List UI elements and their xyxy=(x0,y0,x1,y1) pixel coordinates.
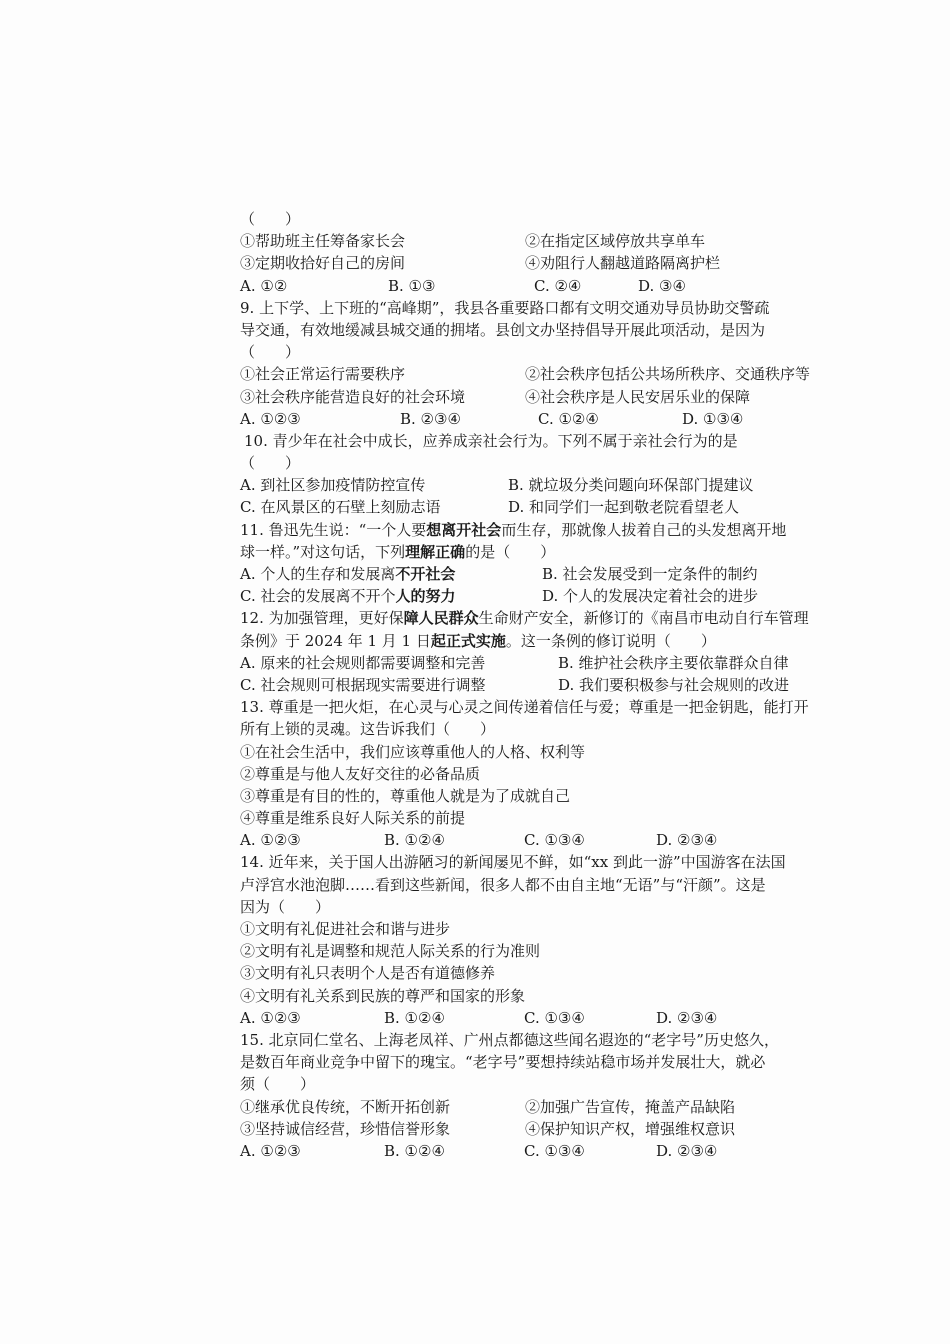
q11-answer-a-text: A. 个人的生存和发展离 xyxy=(240,565,396,583)
q9-stem-line-1: 9. 上下学、上下班的“高峰期”，我县各重要路口都有文明交通劝导员协助交警疏 xyxy=(240,298,770,317)
q11-answer-a xyxy=(240,563,542,585)
q15-answer-b: B. ①②④ xyxy=(384,1141,445,1160)
q13-answer-a: A. ①②③ xyxy=(240,831,301,850)
q10-answers-row-1 xyxy=(240,474,890,496)
q15-stem-line-2: 是数百年商业竞争中留下的瑰宝。“老字号”要想持续站稳市场并发展壮大，就必 xyxy=(240,1053,766,1072)
q11-stem-part: 而生存，那就像人拔着自己的头发想离开地 xyxy=(501,520,787,539)
q15-option-3: ③坚持诚信经营，珍惜信誉形象 xyxy=(240,1119,451,1138)
q11-stem-bold: 想离开社会 xyxy=(426,520,502,539)
q14-option-2: ②文明有礼是调整和规范人际关系的行为准则 xyxy=(240,942,541,961)
q13-answer-c: C. ①③④ xyxy=(524,831,585,850)
q12-stem-part: 。这一条例的修订说明（ ） xyxy=(505,631,716,650)
q14-answer-b: B. ①②④ xyxy=(384,1008,445,1027)
q9-options-row-2 xyxy=(240,386,890,408)
q13-stem-line-1: 13. 尊重是一把火炬，在心灵与心灵之间传递着信任与爱；尊重是一把金钥匙，能打开 xyxy=(240,698,809,717)
q13-answer-d: D. ②③④ xyxy=(656,831,718,850)
q9-answer-d: D. ①③④ xyxy=(682,409,744,428)
q10-answers-row-2 xyxy=(240,496,890,518)
q8-answers xyxy=(240,275,890,297)
q12-answers-row-1 xyxy=(240,652,890,674)
q8-option-4: ④劝阻行人翻越道路隔离护栏 xyxy=(525,254,721,273)
q11-answer-d: D. 个人的发展决定着社会的进步 xyxy=(542,587,759,606)
q15-option-4: ④保护知识产权，增强维权意识 xyxy=(525,1119,736,1138)
q12-stem-part: 生命财产安全，新修订的《南昌市电动自行车管理 xyxy=(478,609,809,628)
q9-options-row-1 xyxy=(240,363,890,385)
q13-option-1: ①在社会生活中，我们应该尊重他人的人格、权利等 xyxy=(240,742,586,761)
q15-answers xyxy=(240,1140,890,1162)
q13-answer-b: B. ①②④ xyxy=(384,831,445,850)
q8-options-row-2 xyxy=(240,252,890,274)
q11-stem-line-1 xyxy=(240,519,890,541)
q11-stem-bold: 理解正确 xyxy=(405,542,466,561)
q15-option-2: ②加强广告宣传，掩盖产品缺陷 xyxy=(525,1097,736,1116)
q12-stem-bold: 起正式实施 xyxy=(430,631,506,650)
q10-answer-d: D. 和同学们一起到敬老院看望老人 xyxy=(508,498,740,517)
q14-stem-line-3: 因为（ ） xyxy=(240,897,331,916)
q15-answer-c: C. ①③④ xyxy=(524,1141,585,1160)
q14-option-1: ①文明有礼促进社会和谐与进步 xyxy=(240,920,451,938)
q15-stem-line-3: 须（ ） xyxy=(240,1075,316,1094)
q11-stem-part: 的是（ ） xyxy=(465,542,556,561)
q8-answer-a: A. ①② xyxy=(240,276,288,295)
q9-option-4: ④社会秩序是人民安居乐业的保障 xyxy=(525,387,751,406)
q9-bracket: （ ） xyxy=(240,343,301,362)
q14-option-3: ③文明有礼只表明个人是否有道德修养 xyxy=(240,964,496,983)
q14-stem-line-2: 卢浮宫水池泡脚……看到这些新闻，很多人都不由自主地“无语”与“汗颜”。这是 xyxy=(240,875,766,894)
q8-option-3: ③定期收拾好自己的房间 xyxy=(240,254,406,273)
q13-answers xyxy=(240,829,890,851)
q8-answer-d: D. ③④ xyxy=(638,276,686,295)
q15-answer-a: A. ①②③ xyxy=(240,1141,301,1160)
q8-bracket: （ ） xyxy=(240,210,301,228)
q12-answer-b: B. 维护社会秩序主要依靠群众自律 xyxy=(558,653,789,672)
q14-stem-line-1: 14. 近年来，关于国人出游陋习的新闻屡见不鲜，如“xx 到此一游”中国游客在法国 xyxy=(240,853,786,872)
q11-stem-line-2 xyxy=(240,541,890,563)
q14-answer-a: A. ①②③ xyxy=(240,1008,301,1027)
q12-stem-line-1 xyxy=(240,607,890,629)
q11-answer-c xyxy=(240,585,542,607)
q9-answer-a: A. ①②③ xyxy=(240,409,301,428)
q12-stem-bold: 障人民群众 xyxy=(403,609,479,628)
q15-answer-d: D. ②③④ xyxy=(656,1141,718,1160)
q14-answers xyxy=(240,1007,890,1029)
q10-stem-line-1: 10. 青少年在社会中成长，应养成亲社会行为。下列不属于亲社会行为的是 xyxy=(244,431,738,450)
q11-answers-row-1 xyxy=(240,563,890,585)
q10-bracket: （ ） xyxy=(240,454,301,473)
q15-stem-line-1: 15. 北京同仁堂名、上海老凤祥、广州点都德这些闻名遐迩的“老字号”历史悠久， xyxy=(240,1030,779,1049)
q9-option-2: ②社会秩序包括公共场所秩序、交通秩序等 xyxy=(525,365,811,384)
q14-answer-c: C. ①③④ xyxy=(524,1008,585,1027)
q13-stem-line-2: 所有上锁的灵魂。这告诉我们（ ） xyxy=(240,720,496,739)
q8-answer-c: C. ②④ xyxy=(534,276,582,295)
q8-option-2: ②在指定区域停放共享单车 xyxy=(525,232,706,251)
q8-option-1: ①帮助班主任筹备家长会 xyxy=(240,232,406,251)
q10-answer-a: A. 到社区参加疫情防控宣传 xyxy=(240,476,426,495)
q15-options-row-2 xyxy=(240,1118,890,1140)
q12-answer-c: C. 社会规则可根据现实需要进行调整 xyxy=(240,675,486,694)
q15-option-1: ①继承优良传统，不断开拓创新 xyxy=(240,1097,451,1116)
q11-stem-part: 球一样。”对这句话，下列 xyxy=(240,542,406,561)
q12-answer-a: A. 原来的社会规则都需要调整和完善 xyxy=(240,653,486,672)
q9-option-3: ③社会秩序能营造良好的社会环境 xyxy=(240,387,466,406)
q11-answer-a-bold: 不开社会 xyxy=(395,565,456,583)
q9-answer-c: C. ①②④ xyxy=(538,409,599,428)
q12-answer-d: D. 我们要积极参与社会规则的改进 xyxy=(558,675,790,694)
q13-option-2: ②尊重是与他人友好交往的必备品质 xyxy=(240,764,481,783)
q11-stem-part: 11. 鲁迅先生说：“一个人要 xyxy=(240,520,427,539)
q9-answers xyxy=(240,408,890,430)
q12-stem-part: 12. 为加强管理，更好保 xyxy=(240,609,404,628)
q10-answer-c: C. 在风景区的石壁上刻励志语 xyxy=(240,498,441,517)
q9-stem-line-2: 导交通，有效地缓减县城交通的拥堵。县创文办坚持倡导开展此项活动，是因为 xyxy=(240,320,766,339)
question-list xyxy=(240,208,890,1162)
q14-option-4: ④文明有礼关系到民族的尊严和国家的形象 xyxy=(240,986,526,1005)
q14-answer-d: D. ②③④ xyxy=(656,1008,718,1027)
q11-answer-c-bold: 人的努力 xyxy=(395,587,456,606)
q12-stem-line-2 xyxy=(240,630,890,652)
q8-options-row-1 xyxy=(240,230,890,252)
q11-answers-row-2 xyxy=(240,585,890,607)
q9-option-1: ①社会正常运行需要秩序 xyxy=(240,365,406,384)
q8-answer-b: B. ①③ xyxy=(388,276,436,295)
q12-answers-row-2 xyxy=(240,674,890,696)
q12-stem-part: 条例》于 2024 年 1 月 1 日 xyxy=(240,631,431,650)
q13-option-3: ③尊重是有目的性的，尊重他人就是为了成就自己 xyxy=(240,786,571,805)
q15-options-row-1 xyxy=(240,1096,890,1118)
q13-option-4: ④尊重是维系良好人际关系的前提 xyxy=(240,809,466,828)
q11-answer-c-text: C. 社会的发展离不开个 xyxy=(240,587,396,606)
q9-answer-b: B. ②③④ xyxy=(400,409,461,428)
q11-answer-b: B. 社会发展受到一定条件的制约 xyxy=(542,565,758,583)
q10-answer-b: B. 就垃圾分类问题向环保部门提建议 xyxy=(508,476,754,495)
